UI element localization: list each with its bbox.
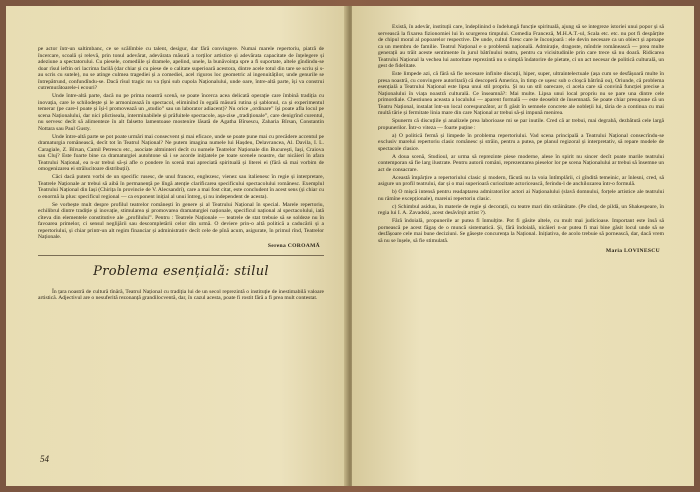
- left-paragraph-1: pe actor într-un saltimbanc, ce se scălîmbie cu talent, desigur, dar fără convingere. Numai marele repertoriu, piatră de încercare, scoală și relevă, prin tonul adevărat, adevărata măsură a torților artistice și adevărata capacitate de înțelegere și adeziune a spectatorului. Cu piesele, comediile și dramele, apelind, unele, la bunăvoința spre a fi suportate, altele gîndindu-se doar rîsul ieftin ori lacrima facilă (dar chiar și cu piese de o calitate superioară acestora, dintre acele totul din tare se scriu și s-au scris cu sutele), nu se atinge culmea tragediei și a comediei, acel riguros loc geometric al ingenuităților, unde genurile se întrepătrund, confundîndu-se. Dacă rîsul tragic nu va țîșni sub cupola Naționalului, unde oare, între-altă parte, își va construi cutremurătoarele-i ecouri?: [38, 46, 324, 91]
- left-paragraph-3: Unde între-altă parte se pot poate urmări mai consecvent și mai eficace, unde se poate pune mai cu precădere accentul pe dramaturgia românească, decît tot în Teatrul Național? Ne putem imagina numele lui Hașdeu, Delavrancea, Al. Davila, I. L. Caragiale, Z. Bîrsan, Camil Petrescu etc., asociate altminteri decît cu numele Teatrelor Naționale din București, Iași, Craiova sau Cluj? Este foarte bine ca dramaturgiei autohtone să i se acorde inițiatele pe toate scenele noastre, dar nicăieri în afara Teatrului Național, ea n-ar trebui să-și afle o pondere în scenă mai apreciată spirituală și literei ei (fără să mai vorbim de omogenizarea ei strălucitoare distribuții).: [38, 133, 324, 172]
- section-title: Problema esențială: stilul: [93, 263, 269, 279]
- right-paragraph-8: c) Schimbul asiduu, în materie de regie și decorații, cu teatre mari din străinătate. (Pe cînd, de pildă, un Shakespeare, în regia lui I. A. Zavadski, acest desăvîrșit artist ?).: [378, 203, 664, 216]
- right-paragraph-1: Există, în adevăr, instituții care, îndeplinind o îndelungă funcție spirituală, ajung să se integreze istoriei unui popor și să servească la fixarea fizionomiei lui în scurgerea timpului. Comedia Franceză, M.H.A.T.-ul, Scala etc. etc. nu pot fi despărțite de chipul moral al popoarelor respective. De unde, cultul firesc care le înconjoară : ele devin necesare ca un obiect și aproape ca un membru de familie. Teatrul Național e o problemă națională. Admirație, dragoste, mîndrie românească — prea multe generații au trăit aceste sentimente în jurul bătrînului teatru, pentru ca vicisitudinile prin care trece să nu doară. Ridicarea Teatrului Național la vechea lui autoritate reprezintă nu o simplă îndatorire de pietate, ci un act necesar de politică culturală, un gest de fidelitate.: [378, 24, 664, 69]
- page-number: 54: [40, 454, 49, 464]
- right-page: [352, 6, 694, 486]
- left-paragraph-4: Căci dacă putem vorbi de un specific rusesc, de unul francez, englezesc, vienez sau italienesc în regie și interpretare, Teatrele Naționale ar trebui să aibă în permanență pe lîngă atenție clarificarea specificului spectacolului românesc. Exemplul Teatrului Național din Iași (Chirița în provincie de V. Alecsandri), care a mai fost citat, este concludent în acest sens (și chiar cu o enormă la plus: specificul regional — ca exponent inițial al unui întreg, și nu independent de acesta).: [38, 174, 324, 200]
- author-signature-lovinescu: Maria LOVINESCU: [605, 248, 660, 254]
- right-paragraph-9: Fără îndoială, propunerile ar putea fi înmulțite. Pot fi găsite altele, cu mult mai judicioase. Important este însă să pornească pe acest făgaș de o muncă sistematică. Și, fără îndoială, nicăieri n-ar putea fi mai bine găsit locul unde să se desfășoare cele mai bune deciziuni. Se găsește concurența la Național. Inițiativa, de acolo trebuie să pornească, dar, dacă vrem să nu se înșele, să fie stimulată.: [378, 218, 664, 244]
- left-page: [6, 6, 348, 486]
- left-paragraph-5: Se vorbește mult despre profilul teatrelor românești în genere și al Teatrului Național în special. Marele repertoriu, echilibrul dintre tradiție și inovație, stimularea și promovarea dramaturgiei naționale, specificul național al spectacolului, iată cîteva din elementele constitutive ale „profilului”. Pentru : Teatrele Naționale — teatrele de stat trebuie să se soldeze nu în favoarea primelor, ci sensul neglijării sau descompletării celor din urmă. O deviere prin-o altă politică a caducării și a repertoriului, și chiar printr-un alt regim financiar și administrativ decît cele de pînă acum, asigurate, în primul rînd, Teatrelor Naționale.: [38, 201, 324, 240]
- author-signature-coroama: Serena COROAMĂ: [267, 242, 320, 249]
- right-paragraph-2: Este limpede azi, că fără să fie necesare infinite discuții, hiper, super, ultraintelectuale (așa cum se desfășoară multe în presa noastră, cu convingere autoritară) că descoperă America, în timp ce ușesc sub o cloșcă bătrînă ou), Oriunde, că problema esențială a Teatrului Național este lipsa unui stil propriu. Și nu un stil oarecare, ci acela care să convină funcției precise a Naționalului în viața noastră culturală. Ce înseamnă?: Mai multe. Lipsa unui local propriu nu se pare una dintre cele primordiale. Chestiunea aceasta a localului — aparent formală — este deosebit de însemnată. Se poate chiar presupune că un Teatru Național, instalat într-un local corespunzător, ar fi găsit în semnele concrete ale nobleții lui, tăria de a continua cu mai multă tărie și fermitate linia mare din care Național ar trebui să-și impună menirea.: [378, 71, 664, 116]
- right-paragraph-3: Spunerm că discuțiile și analizele prea laborioase mi se par inutile. Cred că ar trebui, mai degrabă, dezbătută cele largă propunerilor. Într-o viteza — foarte puține :: [378, 118, 664, 131]
- right-paragraph-5: A doua scenă, Studioul, ar urma să reprezinte piese moderne, alese în spirit nu sincer decît poate marile teatrului contemporan să fie larg ilustrate. Pentru autorii români, reprezentarea pieselor lor pe scena Naționalului ar trebui să însemne un act de consacrare.: [378, 153, 664, 173]
- left-paragraph-2: Unde între-altă parte, dacă nu pe prima noastră scenă, se poate încerca acea delicată operație care îmbină tradiția cu inovația, care le schilodește și le armonizează în spectacol, eliminînd în egală măsură rutina și șablonul, ca și experimentul temerar (pe care-l poate și își-l promovează un „studio” sau un laborator adiacent)? Nu orice „ordinare” își poate afla locul pe scena Naționalului, dar nici plictiseala, interminabilele și prăfuitele spectacole, așa-zise „tradiționale”, care denigrînd curentul, nu servesc decît să alimenteze în alt falsetto lamentoase mostenire lăsată de Agatha Bîrsescu, Zaharia Bîrsan, Constantin Nottara sau Paul Gusty.: [38, 93, 324, 132]
- right-paragraph-6: Această împărțire a repertoriului clasic și modern, făcută nu la voia întîmplării, ci gîndită temeinic, ar înlesni, cred, să asigure un profil teatrului, dar și o mai superioară curiozitate actoricească, ferindu-l de anchilozarea într-o formulă.: [378, 174, 664, 187]
- right-paragraph-4: a) O politică fermă și limpede în problema repertoriului. Vad scena principală a Teatrului Național consecrîndu-se exclusiv marelui repertoriu clasic românesc și străin, pentru a putea, pe planul regizoral și interpretativ, să repare modele de spectacole clasice.: [378, 132, 664, 152]
- left-paragraph-after-title: În țara noastră de cultură tînără, Teatrul Național cu tradiția lui de un secol reprezintă o instituție de inestimabilă valoare artistică. Adjectivul are o nesuferită rezonanță grandilocventă, dar, în cazul acesta, poate fi rostit fără a fi prea mult contestat.: [38, 288, 324, 301]
- section-divider: [38, 255, 324, 256]
- right-paragraph-7: b) O mișcă intensă pentru readaptarea admiratorilor actori ai Naționalului (slavă domnului, forțele artistice ale teatrului nu rămîne excepționale), mareiui repertoriu clasic.: [378, 189, 664, 202]
